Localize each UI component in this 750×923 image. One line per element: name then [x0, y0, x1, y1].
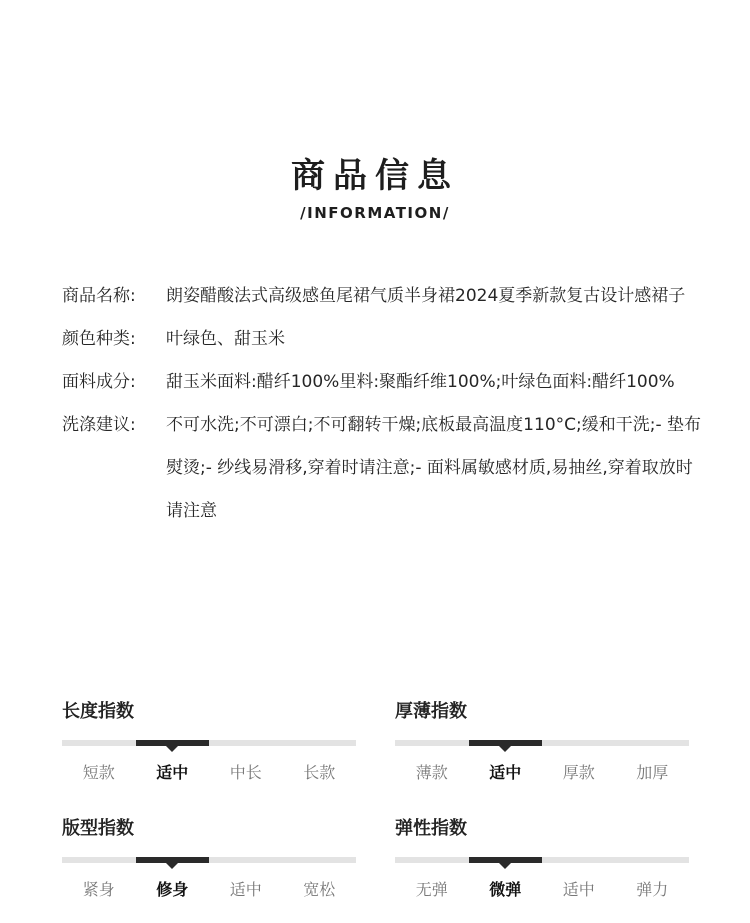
info-value: 不可水洗;不可漂白;不可翻转干燥;底板最高温度110°C;缓和干洗;- 垫布熨烫;- 纱线易滑移,穿着时请注意;- 面料属敏感材质,易抽丝,穿着取放时请注意	[166, 415, 701, 521]
index-indicator	[469, 740, 543, 746]
index-options	[395, 760, 689, 783]
product-info-list	[62, 275, 702, 533]
info-value: 叶绿色、甜玉米	[166, 329, 285, 349]
page-subtitle: /INFORMATION/	[300, 204, 450, 222]
info-label: 商品名称:	[62, 286, 136, 306]
info-value: 朗姿醋酸法式高级感鱼尾裙气质半身裙2024夏季新款复古设计感裙子	[166, 286, 686, 306]
index-bar	[395, 857, 689, 863]
index-title: 长度指数	[62, 701, 134, 722]
info-label: 面料成分:	[62, 372, 136, 392]
index-option: 加厚	[636, 763, 669, 782]
index-bar	[395, 740, 689, 746]
fit-index	[62, 817, 356, 900]
index-title: 弹性指数	[395, 818, 467, 839]
index-option: 厚款	[562, 763, 595, 782]
info-label: 洗涤建议:	[62, 415, 136, 435]
index-options	[395, 877, 689, 900]
index-option: 中长	[229, 763, 262, 782]
index-option: 宽松	[303, 880, 336, 899]
index-indicator	[136, 740, 210, 746]
index-option: 微弹	[489, 880, 522, 899]
index-indicator	[469, 857, 543, 863]
index-option: 长款	[303, 763, 336, 782]
info-row-fabric	[62, 361, 702, 404]
index-bar	[62, 740, 356, 746]
index-option: 弹力	[636, 880, 669, 899]
thickness-index	[395, 700, 689, 783]
index-option: 适中	[562, 880, 595, 899]
index-option: 短款	[82, 763, 115, 782]
index-option: 适中	[489, 763, 522, 782]
index-option: 适中	[156, 763, 189, 782]
length-index	[62, 700, 356, 783]
index-option: 薄款	[415, 763, 448, 782]
index-indicator	[136, 857, 210, 863]
index-option: 修身	[156, 880, 189, 899]
info-row-color	[62, 318, 702, 361]
index-title: 厚薄指数	[395, 701, 467, 722]
info-label: 颜色种类:	[62, 329, 136, 349]
index-option: 紧身	[82, 880, 115, 899]
index-options	[62, 760, 356, 783]
index-option: 无弹	[415, 880, 448, 899]
index-title: 版型指数	[62, 818, 134, 839]
index-option: 适中	[229, 880, 262, 899]
index-bar	[62, 857, 356, 863]
info-row-name	[62, 275, 702, 318]
info-row-care	[62, 404, 702, 533]
elasticity-index	[395, 817, 689, 900]
page-title: 商品信息	[291, 156, 459, 196]
index-options	[62, 877, 356, 900]
info-value: 甜玉米面料:醋纤100%里料:聚酯纤维100%;叶绿色面料:醋纤100%	[166, 372, 675, 392]
